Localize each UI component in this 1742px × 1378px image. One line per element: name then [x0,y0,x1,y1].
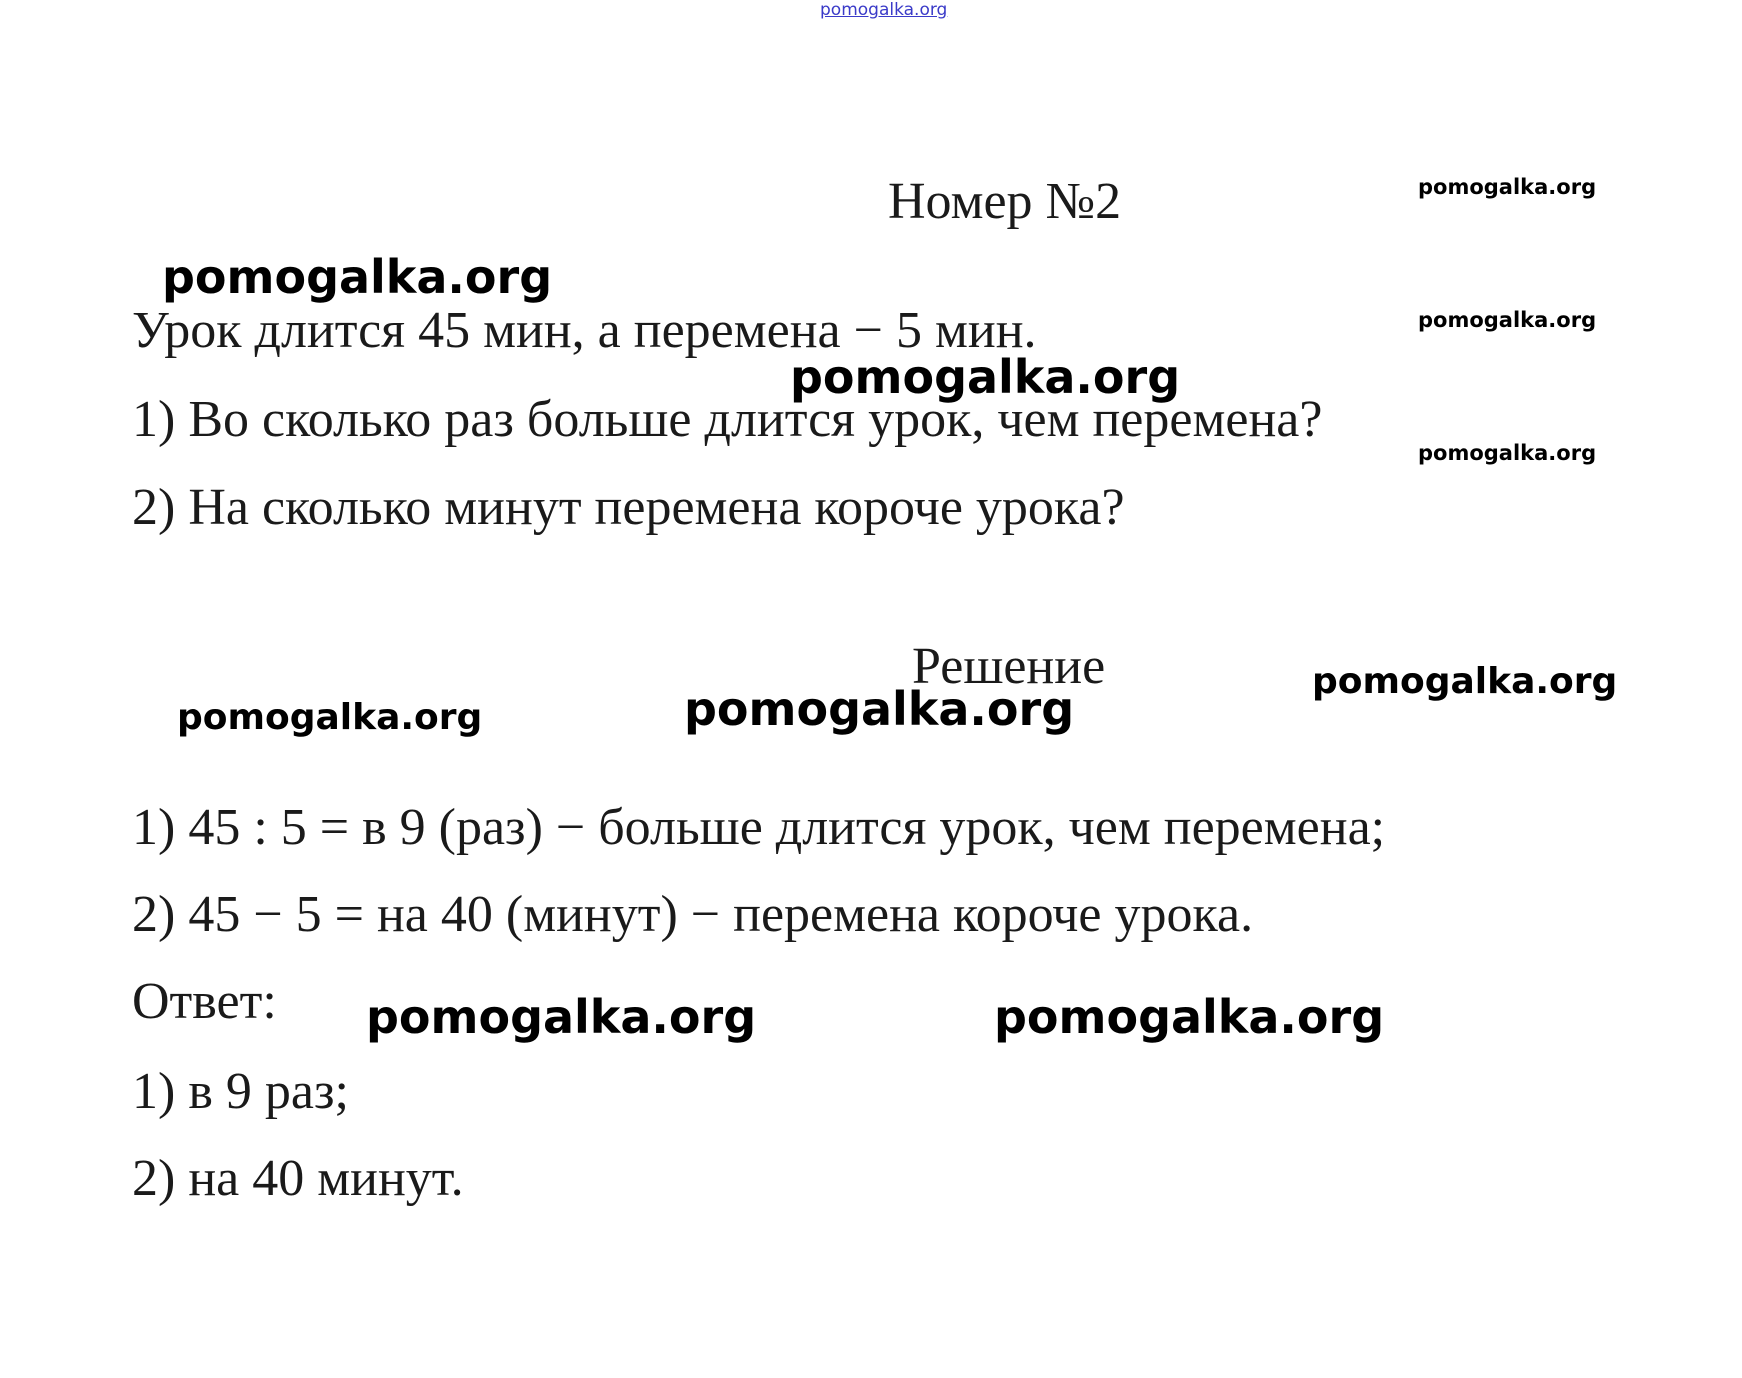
watermark: pomogalka.org [1418,175,1597,199]
solution-step-1: 1) 45 : 5 = в 9 (раз) − больше длится урок, чем перемена; [132,799,1386,856]
watermark: pomogalka.org [994,990,1385,1044]
watermark: pomogalka.org [1418,441,1597,465]
watermark: pomogalka.org [790,350,1181,404]
watermark: pomogalka.org [162,250,553,304]
answer-item-1: 1) в 9 раз; [132,1063,349,1120]
watermark: pomogalka.org [1418,308,1597,332]
watermark: pomogalka.org [684,682,1075,736]
watermark: pomogalka.org [1312,661,1618,702]
problem-question-2: 2) На сколько минут перемена короче урока? [132,479,1125,536]
problem-title: Номер №2 [888,173,1122,230]
watermark: pomogalka.org [366,990,757,1044]
top-watermark: pomogalka.org [820,0,948,20]
solution-title: Решение [912,638,1106,695]
solution-step-2: 2) 45 − 5 = на 40 (минут) − перемена короче урока. [132,886,1254,943]
problem-question-1: 1) Во сколько раз больше длится урок, чем перемена? [132,391,1323,448]
answer-item-2: 2) на 40 минут. [132,1150,464,1207]
problem-statement: Урок длится 45 мин, а перемена − 5 мин. [132,302,1037,359]
answer-label: Ответ: [132,973,277,1030]
watermark: pomogalka.org [177,697,483,738]
